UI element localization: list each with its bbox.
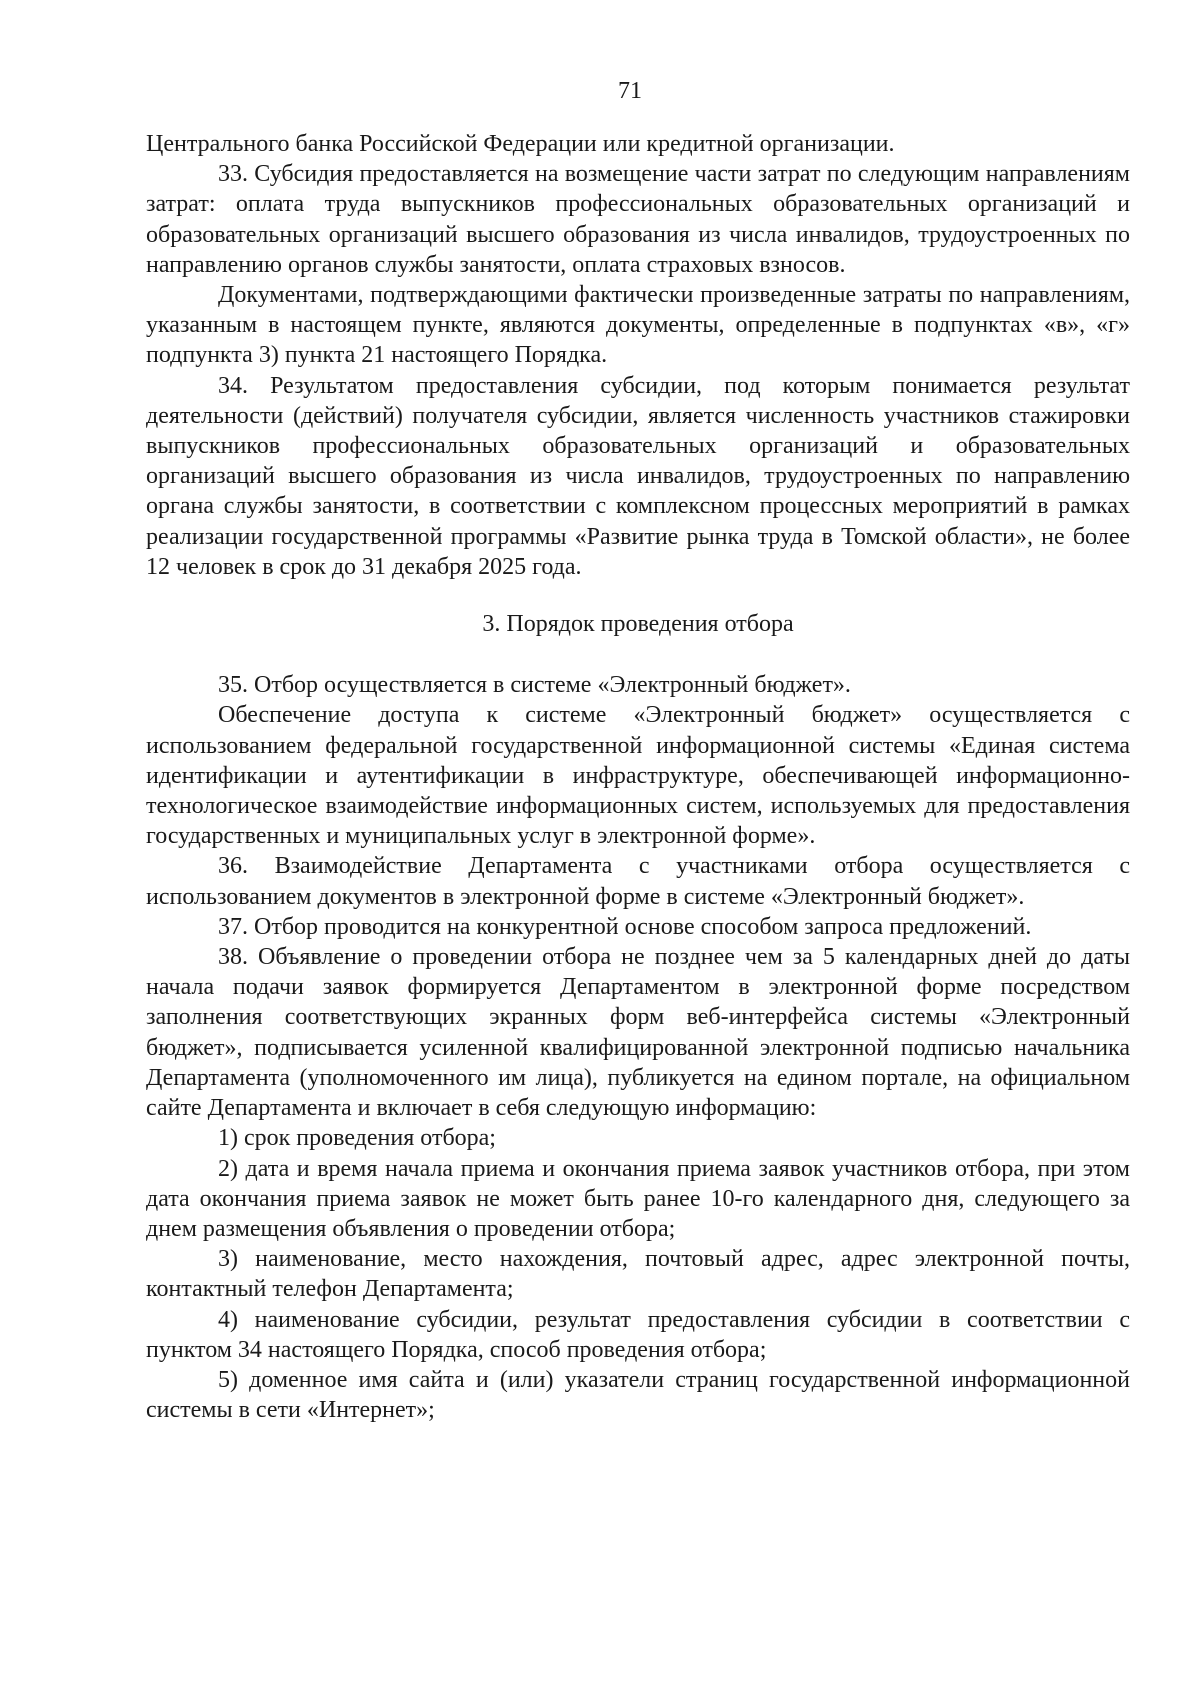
page-number: 71 — [618, 78, 642, 104]
paragraph-35: 35. Отбор осуществляется в системе «Электронный бюджет». — [218, 672, 851, 699]
paragraph-34: 34. Результатом предоставления субсидии, под которым понимается результат деятельности (действий) получателя субсидии, является численность участников стажировки выпускников профессиональных образовательных организаций и образовательных организаций высшего образования из числа инвалидов, трудоустроенных по направлению органа службы занятости, в соответствии с комплексном процессных мероприятий в рамках реализации государственной программы «Развитие рынка труда в Томской области», не более 12 человек в срок до 31 декабря 2025 года. — [146, 372, 1130, 580]
paragraph-36: 36. Взаимодействие Департамента с участниками отбора осуществляется с использованием документов в электронной форме в системе «Электронный бюджет». — [146, 853, 1130, 910]
list-item-4: 4) наименование субсидии, результат предоставления субсидии в соответствии с пунктом 34 настоящего Порядка, способ проведения отбора; — [146, 1306, 1130, 1363]
list-item-2: 2) дата и время начала приема и окончания приема заявок участников отбора, при этом дата окончания приема заявок не может быть ранее 10-го календарного дня, следующего за днем размещения объявления о проведении отбора; — [146, 1155, 1130, 1242]
section-heading: 3. Порядок проведения отбора — [482, 611, 794, 638]
paragraph-35-access: Обеспечение доступа к системе «Электронный бюджет» осуществляется с использованием федеральной государственной информационной системы «Единая система идентификации и аутентификации в инфраструктуре, обеспечивающей информационно-технологическое взаимодействие информационных систем, используемых для предоставления государственных и муниципальных услуг в электронной форме». — [146, 702, 1130, 850]
list-item-3: 3) наименование, место нахождения, почтовый адрес, адрес электронной почты, контактный телефон Департамента; — [146, 1246, 1130, 1303]
list-item-5: 5) доменное имя сайта и (или) указатели страниц государственной информационной системы в сети «Интернет»; — [146, 1366, 1130, 1424]
list-item-1: 1) срок проведения отбора; — [218, 1125, 496, 1152]
paragraph-33-documents: Документами, подтверждающими фактически произведенные затраты по направлениям, указанным в настоящем пункте, являются документы, определенные в подпунктах «в», «г» подпункта 3) пункта 21 настоящего Порядка. — [146, 282, 1130, 369]
paragraph-37: 37. Отбор проводится на конкурентной основе способом запроса предложений. — [218, 913, 1032, 940]
document-body — [146, 129, 1130, 1425]
paragraph-33: 33. Субсидия предоставляется на возмещение части затрат по следующим направлениям затрат: оплата труда выпускников профессиональных образовательных организаций и образовательных организаций высшего образования из числа инвалидов, трудоустроенных по направлению органов службы занятости, оплата страховых взносов. — [146, 161, 1130, 278]
paragraph-continuation: Центрального банка Российской Федерации или кредитной организации. — [146, 131, 895, 157]
paragraph-38: 38. Объявление о проведении отбора не позднее чем за 5 календарных дней до даты начала подачи заявок формируется Департаментом в электронной форме посредством заполнения соответствующих экранных форм веб-интерфейса системы «Электронный бюджет», подписывается усиленной квалифицированной электронной подписью начальника Департамента (уполномоченного им лица), публикуется на едином портале, на официальном сайте Департамента и включает в себя следующую информацию: — [146, 944, 1130, 1122]
